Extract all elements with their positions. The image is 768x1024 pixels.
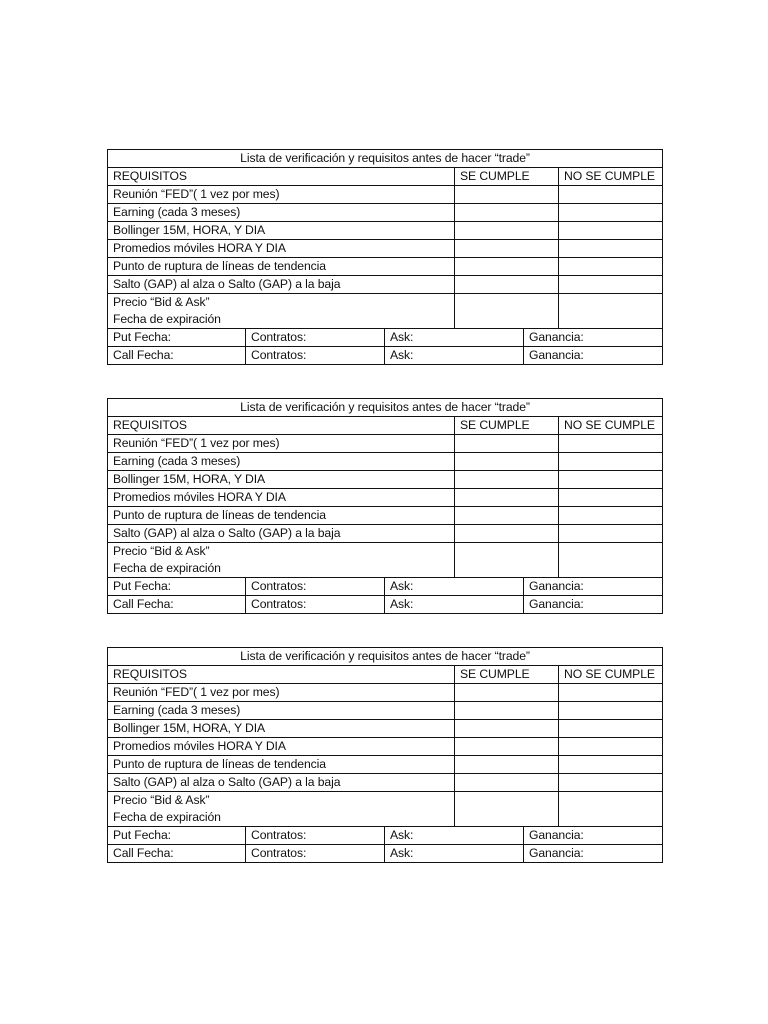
header-no-se-cumple: NO SE CUMPLE [559, 417, 663, 435]
checklist-title: Lista de verificación y requisitos antes de hacer “trade” [108, 150, 663, 168]
se-cumple-cell[interactable] [455, 186, 559, 204]
requirement-label: Earning (cada 3 meses) [108, 453, 455, 471]
put-ask-field[interactable]: Ask: [385, 329, 524, 347]
requirement-label: Salto (GAP) al alza o Salto (GAP) a la baja [108, 774, 455, 792]
no-se-cumple-cell[interactable] [559, 507, 663, 525]
checklist-title: Lista de verificación y requisitos antes de hacer “trade” [108, 399, 663, 417]
se-cumple-cell[interactable] [455, 258, 559, 276]
header-row [108, 168, 663, 186]
no-se-cumple-cell[interactable] [559, 222, 663, 240]
call-row [108, 596, 663, 614]
requirement-label: Reunión “FED”( 1 vez por mes) [108, 684, 455, 702]
requirement-row [108, 738, 663, 756]
requirement-label: Promedios móviles HORA Y DIA [108, 240, 455, 258]
requirement-row-price [108, 294, 663, 329]
requirement-row [108, 222, 663, 240]
requirement-row [108, 240, 663, 258]
call-contratos-field[interactable]: Contratos: [246, 596, 385, 614]
no-se-cumple-cell[interactable] [559, 453, 663, 471]
header-se-cumple: SE CUMPLE [455, 417, 559, 435]
no-se-cumple-cell[interactable] [559, 684, 663, 702]
put-ask-field[interactable]: Ask: [385, 578, 524, 596]
requirement-label: Reunión “FED”( 1 vez por mes) [108, 435, 455, 453]
requirement-row [108, 276, 663, 294]
se-cumple-cell[interactable] [455, 240, 559, 258]
se-cumple-cell[interactable] [455, 702, 559, 720]
call-ask-field[interactable]: Ask: [385, 845, 524, 863]
requirement-row [108, 774, 663, 792]
requirement-label: Promedios móviles HORA Y DIA [108, 489, 455, 507]
requirement-row [108, 489, 663, 507]
se-cumple-cell[interactable] [455, 774, 559, 792]
call-ask-field[interactable]: Ask: [385, 347, 524, 365]
price-label: Precio “Bid & Ask” [113, 295, 210, 309]
no-se-cumple-cell[interactable] [559, 276, 663, 294]
se-cumple-cell[interactable] [455, 453, 559, 471]
se-cumple-cell[interactable] [455, 792, 559, 827]
requirement-row [108, 525, 663, 543]
se-cumple-cell[interactable] [455, 684, 559, 702]
no-se-cumple-cell[interactable] [559, 471, 663, 489]
requirement-row [108, 720, 663, 738]
checklist-grid [107, 398, 663, 614]
requirement-row [108, 702, 663, 720]
se-cumple-cell[interactable] [455, 471, 559, 489]
no-se-cumple-cell[interactable] [559, 720, 663, 738]
se-cumple-cell[interactable] [455, 294, 559, 329]
se-cumple-cell[interactable] [455, 489, 559, 507]
requirement-label: Bollinger 15M, HORA, Y DIA [108, 720, 455, 738]
requirement-label: Bollinger 15M, HORA, Y DIA [108, 471, 455, 489]
call-row [108, 347, 663, 365]
call-fecha-field[interactable]: Call Fecha: [108, 347, 246, 365]
requirement-label-price [108, 792, 455, 827]
requirement-label: Punto de ruptura de líneas de tendencia [108, 258, 455, 276]
checklist-table-2 [107, 398, 662, 614]
price-label: Precio “Bid & Ask” [113, 793, 210, 807]
se-cumple-cell[interactable] [455, 738, 559, 756]
put-ask-field[interactable]: Ask: [385, 827, 524, 845]
put-fecha-field[interactable]: Put Fecha: [108, 329, 246, 347]
put-fecha-field[interactable]: Put Fecha: [108, 578, 246, 596]
no-se-cumple-cell[interactable] [559, 435, 663, 453]
put-ganancia-field[interactable]: Ganancia: [524, 578, 663, 596]
requirement-row [108, 435, 663, 453]
requirement-label: Punto de ruptura de líneas de tendencia [108, 507, 455, 525]
call-row [108, 845, 663, 863]
se-cumple-cell[interactable] [455, 276, 559, 294]
requirement-row-price [108, 543, 663, 578]
requirement-label-price [108, 294, 455, 329]
call-contratos-field[interactable]: Contratos: [246, 347, 385, 365]
no-se-cumple-cell[interactable] [559, 774, 663, 792]
requirement-label: Salto (GAP) al alza o Salto (GAP) a la baja [108, 525, 455, 543]
se-cumple-cell[interactable] [455, 222, 559, 240]
call-ganancia-field[interactable]: Ganancia: [524, 596, 663, 614]
put-fecha-field[interactable]: Put Fecha: [108, 827, 246, 845]
expiration-label: Fecha de expiración [113, 810, 221, 824]
no-se-cumple-cell[interactable] [559, 204, 663, 222]
header-no-se-cumple: NO SE CUMPLE [559, 168, 663, 186]
no-se-cumple-cell[interactable] [559, 756, 663, 774]
se-cumple-cell[interactable] [455, 435, 559, 453]
requirement-label: Bollinger 15M, HORA, Y DIA [108, 222, 455, 240]
header-se-cumple: SE CUMPLE [455, 168, 559, 186]
no-se-cumple-cell[interactable] [559, 294, 663, 329]
call-fecha-field[interactable]: Call Fecha: [108, 845, 246, 863]
requirement-row [108, 204, 663, 222]
se-cumple-cell[interactable] [455, 507, 559, 525]
no-se-cumple-cell[interactable] [559, 543, 663, 578]
header-requisitos: REQUISITOS [108, 168, 455, 186]
put-contratos-field[interactable]: Contratos: [246, 578, 385, 596]
put-row [108, 578, 663, 596]
se-cumple-cell[interactable] [455, 543, 559, 578]
requirement-row [108, 471, 663, 489]
checklist-grid [107, 647, 663, 863]
price-label: Precio “Bid & Ask” [113, 544, 210, 558]
checklist-table-3 [107, 647, 662, 863]
put-ganancia-field[interactable]: Ganancia: [524, 827, 663, 845]
requirement-label: Reunión “FED”( 1 vez por mes) [108, 186, 455, 204]
header-row [108, 666, 663, 684]
header-requisitos: REQUISITOS [108, 417, 455, 435]
put-row [108, 827, 663, 845]
requirement-row-price [108, 792, 663, 827]
no-se-cumple-cell[interactable] [559, 186, 663, 204]
requirement-row [108, 684, 663, 702]
put-ganancia-field[interactable]: Ganancia: [524, 329, 663, 347]
requirement-label: Salto (GAP) al alza o Salto (GAP) a la baja [108, 276, 455, 294]
requirement-label-price [108, 543, 455, 578]
title-row [108, 150, 663, 168]
put-contratos-field[interactable]: Contratos: [246, 827, 385, 845]
requirement-label: Earning (cada 3 meses) [108, 204, 455, 222]
header-requisitos: REQUISITOS [108, 666, 455, 684]
call-contratos-field[interactable]: Contratos: [246, 845, 385, 863]
no-se-cumple-cell[interactable] [559, 792, 663, 827]
requirement-row [108, 258, 663, 276]
call-fecha-field[interactable]: Call Fecha: [108, 596, 246, 614]
title-row [108, 399, 663, 417]
requirement-label: Punto de ruptura de líneas de tendencia [108, 756, 455, 774]
title-row [108, 648, 663, 666]
se-cumple-cell[interactable] [455, 204, 559, 222]
checklist-table-1 [107, 149, 662, 365]
se-cumple-cell[interactable] [455, 525, 559, 543]
no-se-cumple-cell[interactable] [559, 489, 663, 507]
se-cumple-cell[interactable] [455, 756, 559, 774]
se-cumple-cell[interactable] [455, 720, 559, 738]
no-se-cumple-cell[interactable] [559, 702, 663, 720]
requirement-row [108, 453, 663, 471]
checklist-title: Lista de verificación y requisitos antes de hacer “trade” [108, 648, 663, 666]
call-ganancia-field[interactable]: Ganancia: [524, 347, 663, 365]
requirement-label: Promedios móviles HORA Y DIA [108, 738, 455, 756]
call-ask-field[interactable]: Ask: [385, 596, 524, 614]
call-ganancia-field[interactable]: Ganancia: [524, 845, 663, 863]
requirement-row [108, 186, 663, 204]
requirement-row [108, 507, 663, 525]
put-row [108, 329, 663, 347]
no-se-cumple-cell[interactable] [559, 258, 663, 276]
header-row [108, 417, 663, 435]
no-se-cumple-cell[interactable] [559, 738, 663, 756]
no-se-cumple-cell[interactable] [559, 240, 663, 258]
no-se-cumple-cell[interactable] [559, 525, 663, 543]
expiration-label: Fecha de expiración [113, 312, 221, 326]
header-no-se-cumple: NO SE CUMPLE [559, 666, 663, 684]
header-se-cumple: SE CUMPLE [455, 666, 559, 684]
checklist-grid [107, 149, 663, 365]
expiration-label: Fecha de expiración [113, 561, 221, 575]
requirement-row [108, 756, 663, 774]
put-contratos-field[interactable]: Contratos: [246, 329, 385, 347]
requirement-label: Earning (cada 3 meses) [108, 702, 455, 720]
